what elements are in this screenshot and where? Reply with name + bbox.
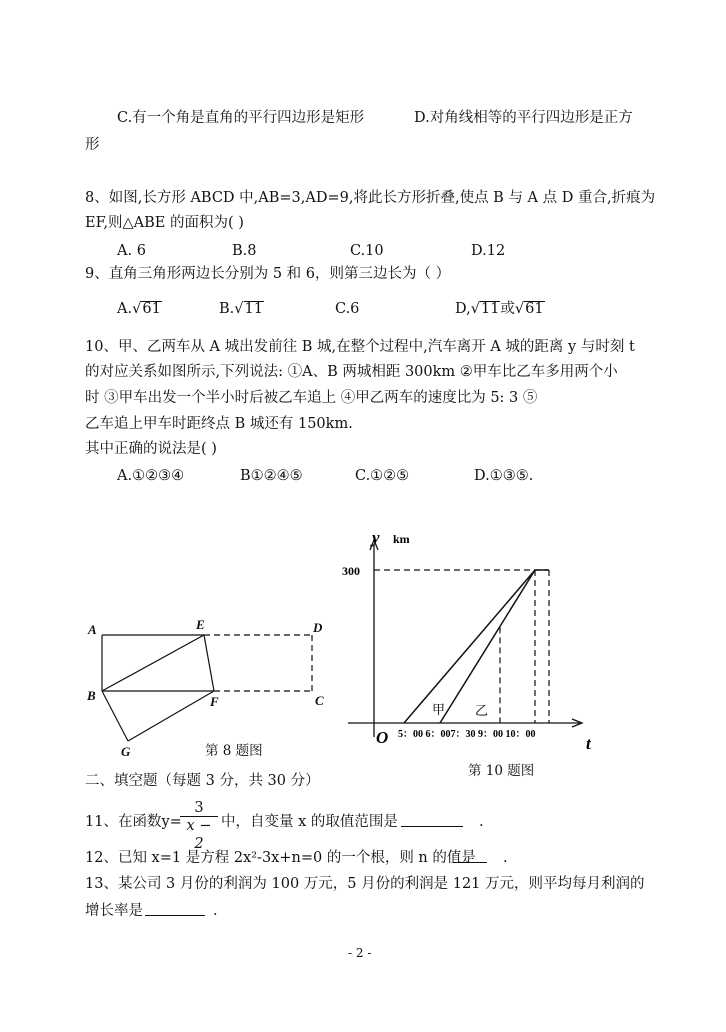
q8-option-d: D.12 bbox=[471, 243, 506, 259]
q11-prefix: 11、在函数y= bbox=[85, 814, 182, 830]
q8-stem-line1: 8、如图,长方形 ABCD 中,AB=3,AD=9,将此长方形折叠,使点 B 与 A 点 D 重合,折痕为 bbox=[85, 190, 656, 206]
fig8-segment-gf bbox=[128, 691, 214, 741]
q11-numerator: 3 bbox=[194, 800, 204, 816]
fig10-caption: 第 10 题图 bbox=[468, 763, 535, 779]
q10-stem-line4: 乙车追上甲车时距终点 B 城还有 150km. bbox=[85, 416, 353, 432]
q10-stem-line1: 10、甲、乙两车从 A 城出发前往 B 城,在整个过程中,汽车离开 A 城的距离 y 与时刻 t bbox=[85, 339, 635, 355]
fig10-x-ticks: 5：00 6：007：30 9：00 10：00 bbox=[398, 729, 536, 740]
fig8-caption: 第 8 题图 bbox=[205, 743, 263, 759]
q8-stem-line2: EF,则△ABE 的面积为( ) bbox=[85, 215, 244, 231]
q10-option-c: C.①②⑤ bbox=[355, 468, 410, 484]
fig10-chart bbox=[340, 522, 610, 752]
q9-option-a: A.√61 bbox=[117, 301, 161, 317]
q9-stem: 9、直角三角形两边长分别为 5 和 6，则第三边长为（ ） bbox=[85, 266, 451, 282]
fig10-origin-label: O bbox=[376, 728, 389, 747]
q9-option-c: C.6 bbox=[335, 301, 360, 317]
fig8-label-e: E bbox=[196, 617, 205, 632]
fig10-series-yi bbox=[440, 570, 535, 723]
fig8-segment-ef bbox=[204, 635, 214, 691]
fig8-label-g: G bbox=[121, 744, 131, 759]
q12-stem: 12、已知 x=1 是方程 2x²-3x+n=0 的一个根，则 n 的值是 bbox=[85, 850, 476, 866]
q11-suffix: 中，自变量 x 的取值范围是 bbox=[221, 814, 398, 830]
q8-option-a: A. 6 bbox=[117, 243, 146, 259]
q7-option-d: D.对角线相等的平行四边形是正方 bbox=[414, 110, 633, 126]
q13-stem-line2: 增长率是 bbox=[85, 903, 143, 919]
q10-option-d: D.①③⑤. bbox=[474, 468, 534, 484]
fig8-label-f: F bbox=[210, 694, 219, 709]
q11-answer-blank[interactable] bbox=[401, 812, 463, 827]
q13-answer-blank[interactable] bbox=[145, 901, 205, 916]
fig8-segment-be bbox=[102, 635, 204, 691]
fig10-line-label-jia: 甲 bbox=[432, 702, 446, 717]
q10-stem-line5: 其中正确的说法是( ) bbox=[85, 441, 217, 457]
fig10-y-tick-300: 300 bbox=[342, 564, 360, 578]
q9-option-a-radicand: 61 bbox=[142, 301, 161, 317]
page-number: - 2 - bbox=[348, 946, 372, 960]
q10-stem-line3: 时 ③甲车出发一个半小时后被乙车追上 ④甲乙两车的速度比为 5: 3 ⑤ bbox=[85, 390, 538, 406]
q9-option-b-radicand: 11 bbox=[244, 301, 263, 317]
fig10-line-label-yi: 乙 bbox=[475, 703, 489, 718]
fig8-label-d: D bbox=[313, 620, 323, 635]
fig8-segment-bg bbox=[102, 691, 128, 741]
fig8-label-b: B bbox=[87, 688, 96, 703]
q12-end: . bbox=[503, 850, 508, 866]
fig10-y-label: y bbox=[372, 528, 380, 547]
q13-stem-line1: 13、某公司 3 月份的利润为 100 万元，5 月份的利润是 121 万元，则平均每月利润的 bbox=[85, 876, 645, 892]
fig8-label-a: A bbox=[88, 622, 97, 637]
q11-fraction bbox=[180, 800, 218, 853]
fig10-y-unit: km bbox=[393, 532, 410, 546]
q9-option-d: D,√11或√61 bbox=[455, 301, 544, 317]
q12-answer-blank[interactable] bbox=[453, 848, 487, 863]
q8-option-b: B.8 bbox=[232, 243, 257, 259]
q7-option-c: C.有一个角是直角的平行四边形是矩形 bbox=[117, 110, 365, 126]
q10-option-b: B①②④⑤ bbox=[240, 468, 303, 484]
fig10-series-jia bbox=[404, 570, 549, 723]
q10-option-a: A.①②③④ bbox=[117, 468, 185, 484]
q9-option-b: B.√11 bbox=[219, 301, 263, 317]
fig10-x-label: t bbox=[586, 734, 591, 752]
q13-end: . bbox=[213, 903, 218, 919]
q11-denominator: x − 2 bbox=[180, 816, 218, 853]
q11-end: . bbox=[479, 814, 484, 830]
q10-stem-line2: 的对应关系如图所示,下列说法: ①A、B 两城相距 300km ②甲车比乙车多用两个小 bbox=[85, 364, 618, 380]
q7-option-d-wrap: 形 bbox=[85, 137, 100, 153]
section2-heading: 二、填空题（每题 3 分，共 30 分） bbox=[85, 773, 320, 789]
q8-option-c: C.10 bbox=[350, 243, 384, 259]
fig8-label-c: C bbox=[315, 693, 324, 708]
